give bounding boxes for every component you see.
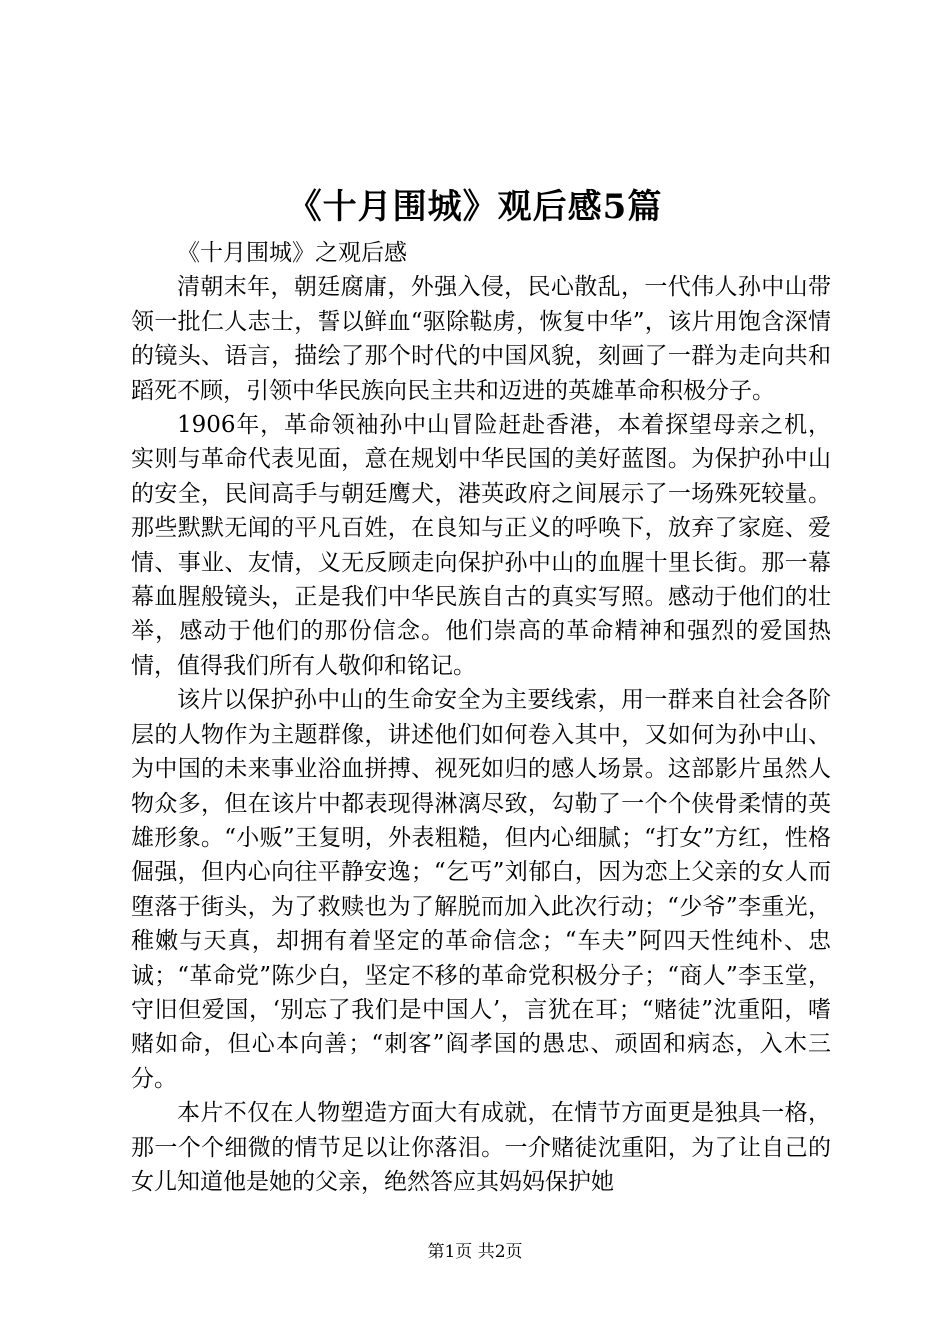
page-footer: 第1页 共2页: [427, 1242, 523, 1262]
paragraph-3: 该片以保护孙中山的生命安全为主要线索，用一群来自社会各阶层的人物作为主题群像，讲述他们如何卷入其中，又如何为孙中山、为中国的未来事业浴血拼搏、视死如归的感人场景。这部影片虽然人物众多，但在该片中都表现得淋漓尽致，勾勒了一个个侠骨柔情的英雄形象。“小贩”王复明，外表粗糙，但内心细腻；“打女”方红，性格倔强，但内心向往平静安逸；“乞丐”刘郁白，因为恋上父亲的女人而堕落于街头，为了救赎也为了解脱而加入此次行动；“少爷”李重光，稚嫩与天真，却拥有着坚定的革命信念；“车夫”阿四天性纯朴、忠诚；“革命党”陈少白，坚定不移的革命党积极分子；“商人”李玉堂，守旧但爱国，‘别忘了我们是中国人’，言犹在耳；“赌徒”沈重阳，嗜赌如命，但心本向善；“刺客”阎孝国的愚忠、顽固和病态，入木三分。: [131, 687, 831, 1092]
document-body: [131, 236, 831, 1199]
document-title: 《十月围城》观后感5篇: [287, 187, 663, 227]
paragraph-4: 本片不仅在人物塑造方面大有成就，在情节方面更是独具一格，那一个个细微的情节足以让你落泪。一介赌徒沈重阳，为了让自己的女儿知道他是她的父亲，绝然答应其妈妈保护她: [131, 1100, 831, 1195]
paragraph-2: 1906年，革命领袖孙中山冒险赶赴香港，本着探望母亲之机，实则与革命代表见面，意在规划中华民国的美好蓝图。为保护孙中山的安全，民间高手与朝廷鹰犬，港英政府之间展示了一场殊死较量。那些默默无闻的平凡百姓，在良知与正义的呼唤下，放弃了家庭、爱情、事业、友情，义无反顾走向保护孙中山的血腥十里长街。那一幕幕血腥般镜头，正是我们中华民族自古的真实写照。感动于他们的壮举，感动于他们的那份信念。他们崇高的革命精神和强烈的爱国热情，值得我们所有人敬仰和铭记。: [131, 412, 831, 679]
paragraph-1: 清朝末年，朝廷腐庸，外强入侵，民心散乱，一代伟人孙中山带领一批仁人志士，誓以鲜血“驱除鞑虏，恢复中华”，该片用饱含深情的镜头、语言，描绘了那个时代的中国风貌，刻画了一群为走向共和蹈死不顾，引领中华民族向民主共和迈进的英雄革命积极分子。: [131, 274, 831, 404]
document-subtitle: 《十月围城》之观后感: [177, 240, 407, 266]
